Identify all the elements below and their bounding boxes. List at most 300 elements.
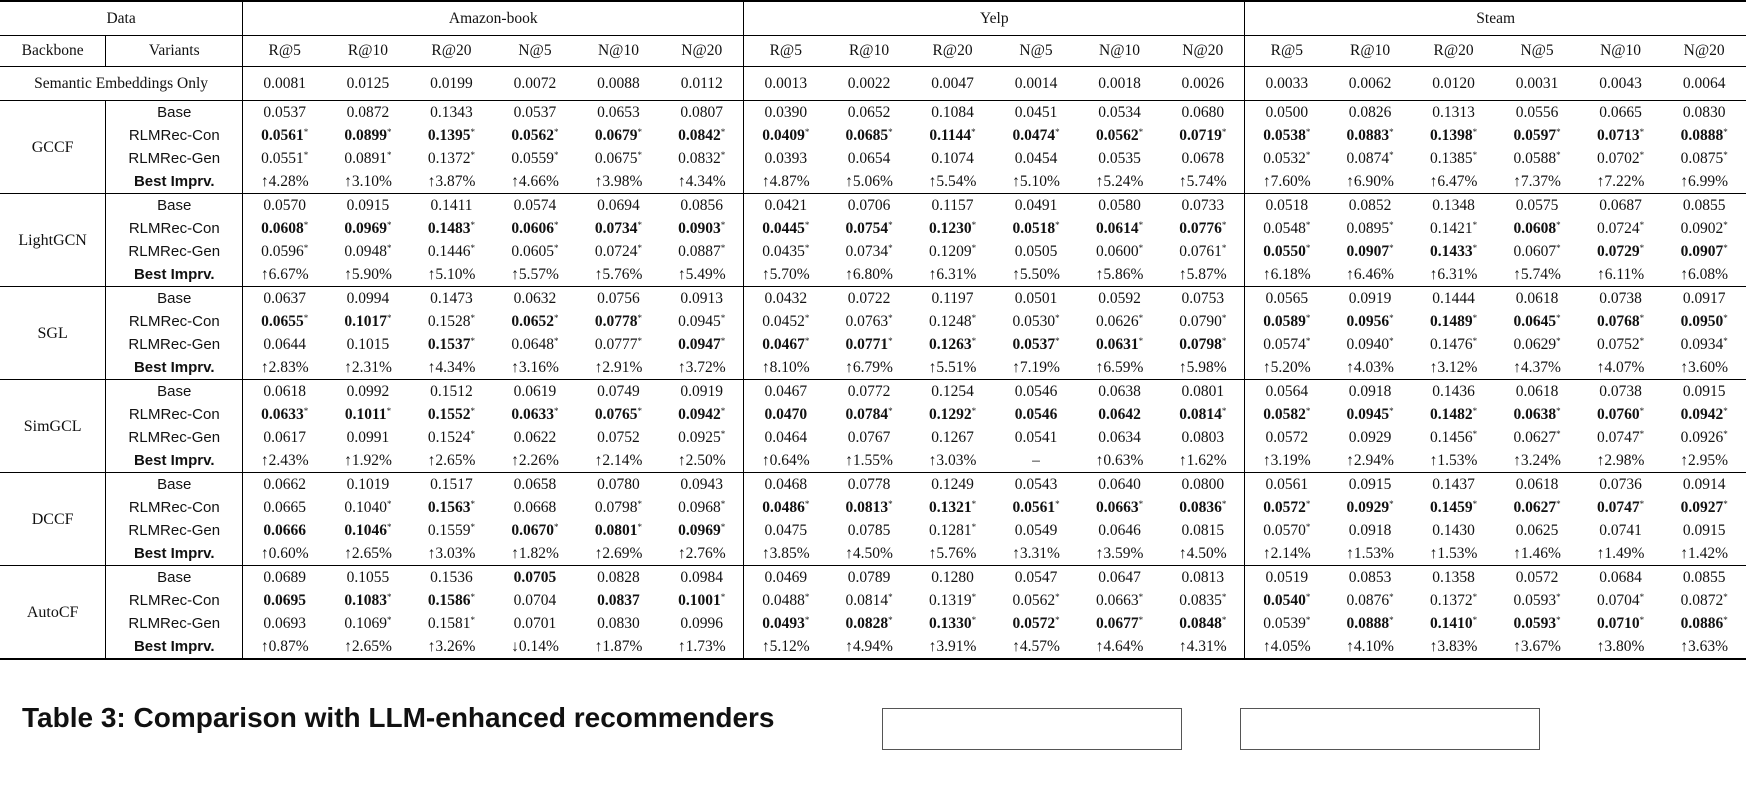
metric-cell	[911, 124, 995, 147]
metric-value: 0.0798	[1179, 336, 1222, 353]
metric-value: 0.0645	[1513, 313, 1557, 330]
metric-cell	[1579, 403, 1663, 426]
metric-value: 0.1230	[928, 220, 972, 237]
metric-cell	[1662, 496, 1746, 519]
metric-cell	[1245, 380, 1329, 404]
metric-cell	[911, 287, 995, 311]
metric-cell	[1495, 194, 1579, 218]
metric-value: ↑4.31%	[1178, 638, 1227, 655]
metric-value: 0.1483	[427, 220, 471, 237]
metric-cell	[410, 310, 494, 333]
metric-value: 0.1446	[427, 243, 471, 260]
metric-cell	[744, 496, 828, 519]
metric-cell	[1662, 263, 1746, 287]
metric-value: 0.0582	[1263, 406, 1306, 423]
significance-marker: *	[1472, 243, 1478, 253]
significance-marker: *	[720, 499, 726, 509]
metric-value: 0.1517	[430, 476, 473, 493]
metric-value: 0.0855	[1682, 197, 1726, 214]
metric-cell	[577, 542, 661, 566]
metric-value: 0.0927	[1680, 499, 1724, 516]
metric-cell	[410, 496, 494, 519]
metric-value: 0.1430	[1432, 522, 1475, 539]
metric-cell	[1662, 449, 1746, 473]
metric-cell	[243, 356, 327, 380]
metric-value: 0.0655	[261, 313, 304, 330]
metric-value: 0.0652	[511, 313, 555, 330]
metric-value: 0.0756	[597, 290, 640, 307]
metric-cell	[1495, 263, 1579, 287]
metric-value: 0.0627	[1513, 429, 1557, 446]
metric-value: 0.0589	[1263, 313, 1306, 330]
metric-cell	[660, 263, 744, 287]
metric-cell	[1495, 519, 1579, 542]
metric-cell	[1245, 635, 1329, 659]
metric-value: 0.1436	[1432, 383, 1475, 400]
metric-cell	[493, 333, 577, 356]
metric-cell	[744, 194, 828, 218]
significance-marker: *	[1639, 615, 1645, 625]
significance-marker: *	[971, 127, 976, 137]
metric-value: 0.0719	[1179, 127, 1222, 144]
metric-value: 0.0574	[1263, 336, 1306, 353]
metric-value: 0.0596	[261, 243, 304, 260]
metric-value: ↑5.49%	[677, 266, 726, 283]
significance-marker: *	[1221, 406, 1227, 416]
metric-cell	[493, 542, 577, 566]
metric-cell	[1412, 194, 1496, 218]
metric-value: ↑5.50%	[1012, 266, 1060, 283]
metric-value: 0.0608	[1513, 220, 1557, 237]
result-row	[0, 240, 1746, 263]
significance-marker: *	[1556, 336, 1561, 346]
metric-cell	[243, 217, 327, 240]
metric-value: 0.0771	[845, 336, 889, 353]
metric-value: 0.0891	[344, 150, 388, 167]
metric-value: 0.1581	[427, 615, 471, 632]
metric-cell	[1328, 147, 1412, 170]
significance-marker: *	[554, 336, 559, 346]
metric-cell	[1495, 473, 1579, 497]
metric-value: 0.0929	[1348, 429, 1392, 446]
metric-cell	[243, 287, 327, 311]
metric-value: 0.0454	[1014, 150, 1058, 167]
metric-value: 0.1267	[931, 429, 974, 446]
metric-value: 0.1536	[430, 569, 473, 586]
metric-value: ↑2.76%	[677, 545, 726, 562]
metric-value: 0.0828	[845, 615, 889, 632]
metric-value: ↑3.03%	[427, 545, 476, 562]
significance-marker: *	[720, 522, 726, 532]
significance-marker: *	[1389, 615, 1394, 625]
metric-cell	[1579, 194, 1663, 218]
metric-cell	[1412, 473, 1496, 497]
metric-value: 0.0421	[764, 197, 808, 214]
significance-marker: *	[387, 499, 392, 509]
metric-value: 0.0679	[594, 127, 638, 144]
metric-value: ↑3.98%	[594, 173, 643, 190]
metric-value: 0.0785	[847, 522, 891, 539]
metric-cell	[243, 310, 327, 333]
significance-marker: *	[1723, 592, 1728, 602]
metric-cell	[577, 287, 661, 311]
metric-cell	[326, 519, 410, 542]
metric-value: 0.0475	[764, 522, 808, 539]
metric-cell	[1662, 612, 1746, 635]
metric-value: 0.0801	[594, 522, 638, 539]
metric-value: ↑5.12%	[761, 638, 810, 655]
metric-cell	[1662, 310, 1746, 333]
metric-value: 0.0474	[1012, 127, 1056, 144]
metric-cell	[1161, 449, 1245, 473]
metric-cell	[1078, 356, 1162, 380]
metric-cell	[1412, 403, 1496, 426]
metric-value: 0.1537	[427, 336, 471, 353]
metric-cell	[493, 612, 577, 635]
metric-cell	[1245, 170, 1329, 194]
metric-value: 0.0852	[1348, 197, 1392, 214]
metric-cell	[410, 612, 494, 635]
metric-cell	[326, 240, 410, 263]
metric-cell	[1161, 147, 1245, 170]
metric-cell	[994, 542, 1078, 566]
metric-value: ↑1.53%	[1429, 452, 1478, 469]
metric-value: 0.1281	[928, 522, 972, 539]
metric-cell	[1245, 426, 1329, 449]
metric-value: ↑5.24%	[1095, 173, 1144, 190]
semantic-row-label: Semantic Embeddings Only	[0, 67, 243, 101]
metric-header: N@5	[1019, 42, 1053, 59]
significance-marker: *	[1472, 150, 1478, 160]
metric-cell	[577, 473, 661, 497]
metric-cell	[1412, 263, 1496, 287]
metric-value: 0.0969	[344, 220, 388, 237]
metric-cell	[1412, 356, 1496, 380]
metric-cell	[1078, 147, 1162, 170]
metric-value: ↑3.67%	[1513, 638, 1561, 655]
metric-cell	[577, 147, 661, 170]
metric-value: 0.0493	[762, 615, 805, 632]
metric-value: 0.0646	[1098, 522, 1141, 539]
metric-cell	[744, 449, 828, 473]
metric-value: ↑5.76%	[928, 545, 977, 562]
metric-value: ↑2.94%	[1346, 452, 1394, 469]
metric-value: 0.0464	[764, 429, 808, 446]
metric-cell	[1579, 496, 1663, 519]
metric-cell	[493, 589, 577, 612]
metric-cell	[1328, 426, 1412, 449]
metric-cell	[243, 194, 327, 218]
backbone-name: LightGCN	[0, 194, 106, 287]
metric-cell	[243, 496, 327, 519]
metric-cell	[911, 449, 995, 473]
metric-cell	[1161, 612, 1245, 635]
metric-value: ↑2.14%	[594, 452, 643, 469]
significance-marker: *	[1138, 615, 1144, 625]
metric-cell	[243, 426, 327, 449]
metric-cell	[994, 612, 1078, 635]
metric-value: 0.0519	[1265, 569, 1309, 586]
metric-cell	[911, 566, 995, 590]
metric-cell: 0.0064	[1682, 75, 1726, 92]
metric-value: ↑3.72%	[677, 359, 726, 376]
metric-cell	[1245, 496, 1329, 519]
metric-value: 0.0543	[1014, 476, 1058, 493]
significance-marker: *	[1389, 313, 1394, 323]
significance-marker: *	[387, 127, 392, 137]
metric-value: 0.0665	[1599, 104, 1642, 121]
metric-cell	[911, 310, 995, 333]
significance-marker: *	[554, 313, 559, 323]
metric-cell	[911, 240, 995, 263]
metric-value: ↑5.54%	[928, 173, 977, 190]
significance-marker: *	[971, 220, 977, 230]
metric-cell	[1662, 566, 1746, 590]
metric-value: 0.1358	[1432, 569, 1475, 586]
significance-marker: *	[1472, 615, 1478, 625]
metric-cell	[1328, 380, 1412, 404]
metric-cell	[827, 124, 911, 147]
significance-marker: *	[470, 220, 476, 230]
metric-value: ↑4.03%	[1346, 359, 1394, 376]
metric-value: 0.0593	[1513, 615, 1557, 632]
metric-value: 0.0722	[847, 290, 891, 307]
metric-value: 0.0943	[680, 476, 724, 493]
metric-value: ↑4.34%	[427, 359, 476, 376]
metric-cell	[1495, 612, 1579, 635]
metric-value: 0.0467	[762, 336, 805, 353]
metric-cell	[827, 356, 911, 380]
metric-value: 0.0534	[1098, 104, 1141, 121]
metric-value: 0.0592	[1098, 290, 1141, 307]
metric-cell	[1662, 170, 1746, 194]
metric-cell	[994, 449, 1078, 473]
metric-cell	[660, 240, 744, 263]
dataset-header-yelp: Yelp	[744, 1, 1245, 36]
metric-value: 0.0942	[678, 406, 721, 423]
metric-value: 0.0668	[513, 499, 557, 516]
metric-value: ↑2.65%	[427, 452, 476, 469]
metric-cell	[493, 496, 577, 519]
metric-cell	[410, 519, 494, 542]
metric-value: 0.0835	[1179, 592, 1222, 609]
metric-value: 0.1459	[1430, 499, 1473, 516]
metric-cell	[994, 124, 1078, 147]
metric-value: 0.0902	[1680, 220, 1724, 237]
metric-value: ↑1.46%	[1513, 545, 1561, 562]
metric-value: 0.0836	[1179, 499, 1222, 516]
metric-cell	[827, 310, 911, 333]
metric-cell	[493, 287, 577, 311]
significance-marker: *	[554, 243, 559, 253]
metric-cell	[911, 496, 995, 519]
metric-cell	[1161, 566, 1245, 590]
metric-cell	[660, 496, 744, 519]
variants-header: Variants	[106, 36, 243, 67]
metric-cell: 0.0047	[931, 75, 974, 92]
variant-label: Base	[106, 473, 243, 497]
result-row	[0, 542, 1746, 566]
metric-cell	[577, 496, 661, 519]
metric-header: N@20	[660, 36, 744, 67]
metric-cell	[1328, 101, 1412, 125]
metric-cell	[1579, 217, 1663, 240]
metric-value: 0.0637	[263, 290, 307, 307]
metric-value: 0.0907	[1346, 243, 1390, 260]
metric-value: ↑6.59%	[1095, 359, 1144, 376]
metric-cell	[243, 403, 327, 426]
metric-cell	[410, 217, 494, 240]
significance-marker: *	[1639, 127, 1645, 137]
metric-value: 0.0776	[1179, 220, 1222, 237]
metric-cell: 0.0072	[513, 75, 557, 92]
metric-value: 0.0830	[1682, 104, 1726, 121]
metric-cell	[994, 356, 1078, 380]
result-row	[0, 496, 1746, 519]
metric-header: N@10	[1099, 42, 1140, 59]
metric-value: ↑6.79%	[845, 359, 893, 376]
metric-value: 0.0942	[1680, 406, 1724, 423]
metric-cell	[243, 263, 327, 287]
metric-cell	[577, 426, 661, 449]
metric-cell	[994, 263, 1078, 287]
significance-marker: *	[1305, 127, 1311, 137]
metric-cell	[577, 612, 661, 635]
significance-marker: *	[1305, 592, 1311, 602]
metric-value: 0.0390	[764, 104, 808, 121]
metric-cell	[1579, 380, 1663, 404]
metric-cell	[1662, 542, 1746, 566]
variant-label: Base	[106, 566, 243, 590]
metric-cell	[1412, 380, 1496, 404]
metric-cell	[660, 403, 744, 426]
metric-value: ↑6.31%	[1429, 266, 1478, 283]
significance-marker: *	[1305, 522, 1311, 532]
backbone-name: SimGCL	[0, 380, 106, 473]
metric-value: 0.0798	[594, 499, 638, 516]
metric-cell	[326, 403, 410, 426]
metric-value: 0.0572	[1265, 429, 1309, 446]
metric-value: ↑2.95%	[1680, 452, 1729, 469]
metric-cell	[744, 333, 828, 356]
metric-value: 0.0538	[1263, 127, 1306, 144]
metric-cell	[1328, 217, 1412, 240]
variant-label: RLMRec-Gen	[106, 519, 243, 542]
metric-cell	[1579, 566, 1663, 590]
metric-value: 0.0680	[1181, 104, 1225, 121]
metric-header: R@10	[1350, 42, 1391, 59]
metric-value: 0.0607	[1513, 243, 1557, 260]
significance-marker: *	[470, 336, 476, 346]
variant-label: Best Imprv.	[106, 170, 243, 194]
metric-cell	[1495, 240, 1579, 263]
metric-cell	[493, 426, 577, 449]
metric-cell	[243, 240, 327, 263]
metric-cell	[1662, 403, 1746, 426]
metric-value: 0.0468	[764, 476, 808, 493]
metric-value: 0.0887	[678, 243, 721, 260]
metric-cell	[994, 101, 1078, 125]
metric-cell	[577, 101, 661, 125]
metric-value: 0.1263	[928, 336, 972, 353]
metric-value: 0.0562	[511, 127, 555, 144]
metric-cell	[1495, 170, 1579, 194]
result-row	[0, 356, 1746, 380]
metric-cell	[1579, 263, 1663, 287]
significance-marker: *	[387, 615, 392, 625]
metric-value: 0.1321	[928, 499, 972, 516]
metric-value: 0.0622	[513, 429, 557, 446]
metric-value: ↑3.60%	[1680, 359, 1729, 376]
metric-value: 0.1395	[427, 127, 471, 144]
metric-value: ↑5.74%	[1513, 266, 1561, 283]
metric-cell	[410, 124, 494, 147]
metric-cell	[911, 194, 995, 218]
metric-header: R@5	[1270, 42, 1303, 59]
metric-value: 0.0747	[1597, 429, 1640, 446]
metric-value: 0.0551	[261, 150, 304, 167]
metric-value: 0.0945	[678, 313, 721, 330]
metric-value: ↑5.98%	[1178, 359, 1227, 376]
metric-value: 0.0888	[1680, 127, 1724, 144]
metric-cell	[911, 356, 995, 380]
figure-thumbnail-left	[882, 708, 1182, 750]
metric-value: 0.1011	[344, 406, 387, 423]
metric-cell	[1412, 496, 1496, 519]
metric-cell	[1245, 147, 1329, 170]
metric-cell	[1161, 589, 1245, 612]
significance-marker: *	[1723, 499, 1728, 509]
metric-value: ↑4.07%	[1596, 359, 1645, 376]
metric-value: 0.0996	[680, 615, 724, 632]
metric-value: 0.1559	[427, 522, 471, 539]
metric-value: ↑2.98%	[1596, 452, 1645, 469]
metric-value: 0.0642	[1098, 406, 1141, 423]
metric-cell	[827, 635, 911, 659]
significance-marker: *	[386, 406, 392, 416]
metric-cell	[493, 519, 577, 542]
metric-cell	[994, 380, 1078, 404]
metric-cell	[1495, 496, 1579, 519]
metric-cell	[410, 101, 494, 125]
metric-value: ↑4.50%	[845, 545, 893, 562]
metric-value: 0.0767	[847, 429, 891, 446]
metric-cell	[1412, 612, 1496, 635]
metric-cell	[1245, 124, 1329, 147]
metric-value: ↑7.60%	[1262, 173, 1311, 190]
metric-value: 0.0670	[511, 522, 555, 539]
metric-cell	[1495, 566, 1579, 590]
metric-value: 0.0753	[1181, 290, 1225, 307]
metric-cell	[1245, 566, 1329, 590]
metric-cell	[1579, 542, 1663, 566]
metric-value: ↑5.57%	[511, 266, 559, 283]
metric-value: ↑2.65%	[344, 545, 392, 562]
metric-value: 0.0713	[1597, 127, 1640, 144]
metric-value: 0.0470	[764, 406, 808, 423]
result-row	[0, 589, 1746, 612]
metric-value: ↑4.64%	[1095, 638, 1144, 655]
metric-cell	[1245, 542, 1329, 566]
metric-cell	[1495, 403, 1579, 426]
metric-value: 0.0432	[764, 290, 808, 307]
metric-cell	[660, 333, 744, 356]
significance-marker: *	[1138, 313, 1144, 323]
metric-value: 0.0706	[847, 197, 891, 214]
metric-cell	[326, 287, 410, 311]
metric-value: ↑5.76%	[594, 266, 643, 283]
metric-cell	[1662, 473, 1746, 497]
